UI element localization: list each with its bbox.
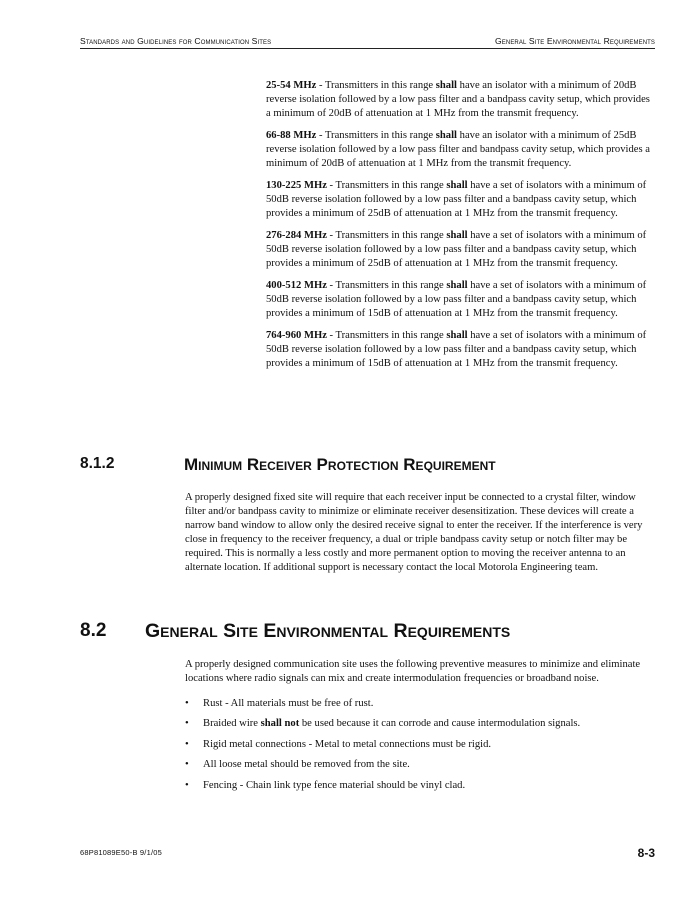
preventive-measures-list — [185, 697, 655, 793]
frequency-band: 130-225 MHz — [266, 180, 327, 191]
bullet-text: All loose metal should be removed from the site. — [203, 759, 410, 771]
entry-keyword: shall — [435, 80, 457, 91]
bullet-icon: • — [185, 759, 189, 771]
section-paragraph: A properly designed fixed site will require that each receiver input be connected to a crystal filter, window filter and/or bandpass cavity to minimize or eliminate receiver desensitization. These devices will create a narrow band window to allow only the desired receive signal to enter the receiver. If the interference is very close in frequency to the receiver frequency, a dual or triple bandpass cavity setup or notch filter may be required. This is normally a less costly and more permanent option to moving the receiver antenna to an alternate location. If additional support is necessary contact the local Motorola Engineering team. — [185, 492, 643, 573]
entry-text: - Transmitters in this range — [326, 280, 447, 291]
list-item — [185, 758, 655, 772]
section-paragraph: A properly designed communication site uses the following preventive measures to minimize and eliminate locations where radio signals can mix and create intermodulation frequencies or broadband noise. — [185, 659, 641, 684]
list-item — [266, 79, 651, 121]
section-number: 8.2 — [80, 620, 107, 641]
bullet-icon: • — [185, 718, 189, 730]
section-8-1-2 — [80, 455, 655, 586]
list-item — [266, 279, 651, 321]
entry-text: have a set of isolators with a minimum of 50dB reverse isolation followed by a low pass filter and a bandpass cavity setup, which provides a minimum of 15dB of attenuation at 1 MHz from the transmit frequency. — [266, 280, 647, 319]
bullet-text: Braided wire — [203, 718, 261, 730]
frequency-band: 764-960 MHz — [266, 330, 327, 341]
frequency-band: 66-88 MHz — [266, 130, 317, 141]
frequency-band: 25-54 MHz — [266, 80, 317, 91]
document-number: 68P81089E50-B 9/1/05 — [80, 848, 162, 857]
bullet-icon: • — [185, 697, 189, 709]
bullet-icon: • — [185, 779, 189, 791]
section-heading — [80, 455, 655, 479]
bullet-keyword: shall not — [260, 718, 300, 730]
entry-text: have an isolator with a minimum of 25dB reverse isolation followed by a low pass filter and bandpass cavity setup, which provides a minimum of 20dB of attenuation at 1 MHz from the transmit frequency. — [266, 130, 650, 169]
list-item — [266, 179, 651, 221]
section-heading — [80, 620, 655, 650]
entry-keyword: shall — [446, 230, 468, 241]
section-title: General Site Environmental Requirements — [145, 620, 511, 642]
bullet-text: be used because it can corrode and cause intermodulation signals. — [299, 718, 581, 730]
list-item — [185, 717, 655, 731]
list-item — [185, 738, 655, 752]
list-item — [266, 129, 651, 171]
bullet-text: Fencing - Chain link type fence material should be vinyl clad. — [203, 779, 466, 791]
entry-keyword: shall — [446, 180, 468, 191]
header-document-title: Standards and Guidelines for Communication Sites — [80, 36, 272, 46]
section-number: 8.1.2 — [80, 455, 115, 472]
list-item — [266, 329, 651, 371]
page-number: 8-3 — [637, 846, 655, 860]
entry-text: - Transmitters in this range — [326, 330, 447, 341]
entry-text: - Transmitters in this range — [316, 130, 436, 141]
frequency-band: 400-512 MHz — [266, 280, 327, 291]
bullet-text: Rust - All materials must be free of rust. — [203, 697, 374, 709]
section-title: Minimum Receiver Protection Requirement — [184, 455, 496, 474]
frequency-band: 276-284 MHz — [266, 230, 327, 241]
entry-keyword: shall — [446, 330, 468, 341]
bullet-icon: • — [185, 738, 189, 750]
entry-keyword: shall — [446, 280, 468, 291]
entry-text: have a set of isolators with a minimum of 50dB reverse isolation followed by a low pass filter and a bandpass cavity setup, which provides a minimum of 25dB of attenuation at 1 MHz from the transmit frequency. — [266, 180, 647, 219]
header-rule — [80, 48, 655, 49]
list-item — [185, 697, 655, 711]
entry-text: - Transmitters in this range — [326, 180, 447, 191]
section-8-2 — [80, 620, 655, 799]
entry-text: have a set of isolators with a minimum of 50dB reverse isolation followed by a low pass filter and a bandpass cavity setup, which provides a minimum of 25dB of attenuation at 1 MHz from the transmit frequency. — [266, 230, 647, 269]
transmitter-requirements-list — [266, 79, 651, 379]
entry-text: have an isolator with a minimum of 20dB reverse isolation followed by a low pass filter and a bandpass cavity setup, which provides a minimum of 20dB of attenuation at 1 MHz from the transmit frequency. — [266, 80, 650, 119]
entry-text: have a set of isolators with a minimum of 50dB reverse isolation followed by a low pass filter and a bandpass cavity setup, which provides a minimum of 15dB of attenuation at 1 MHz from the transmit frequency. — [266, 330, 647, 369]
list-item — [185, 779, 655, 793]
list-item — [266, 229, 651, 271]
header-chapter-title: General Site Environmental Requirements — [495, 36, 655, 46]
entry-text: - Transmitters in this range — [326, 230, 447, 241]
bullet-text: Rigid metal connections - Metal to metal connections must be rigid. — [203, 738, 492, 750]
entry-keyword: shall — [435, 130, 457, 141]
entry-text: - Transmitters in this range — [316, 80, 436, 91]
